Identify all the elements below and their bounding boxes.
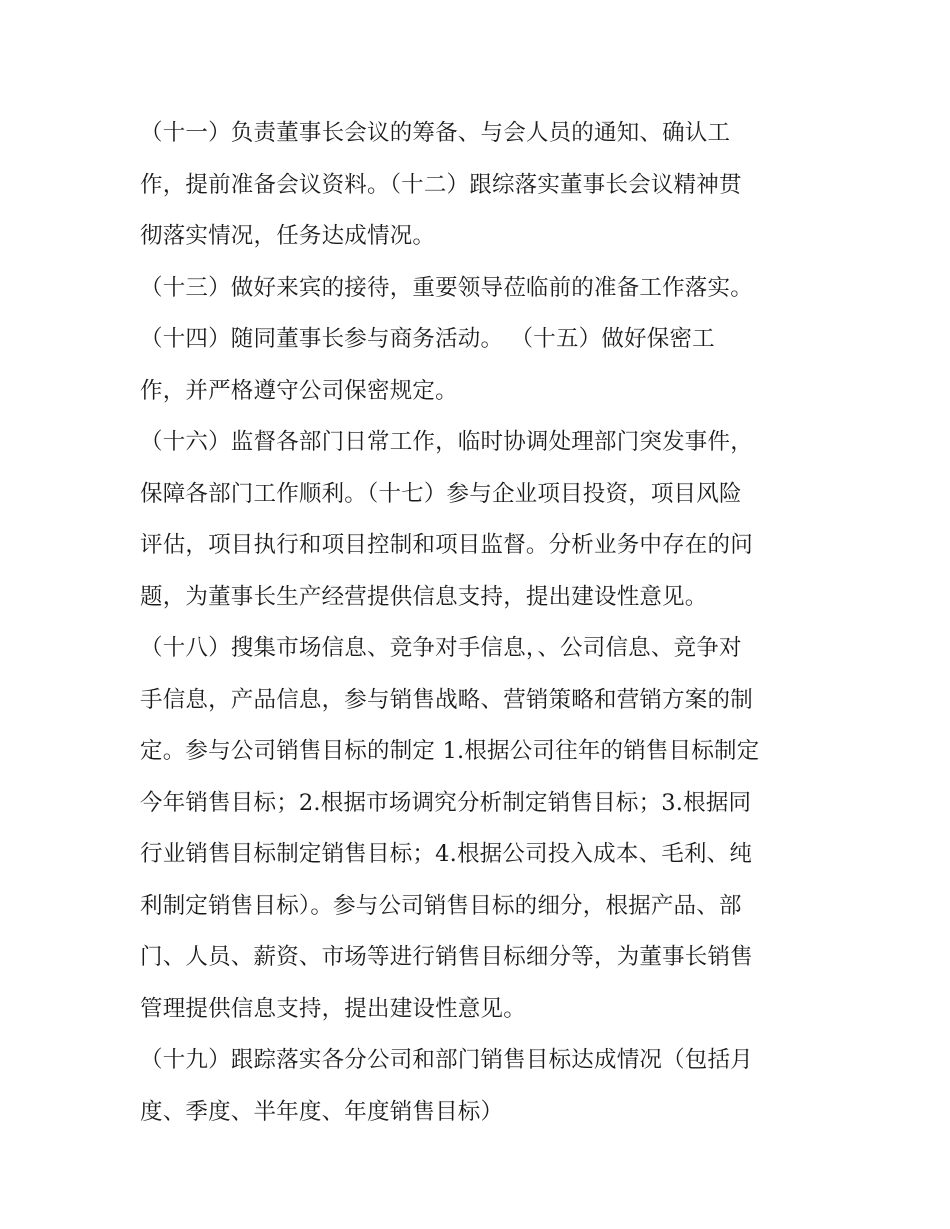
document-body [140,108,820,1138]
text-line: 题，为董事长生产经营提供信息支持，提出建设性意见。 [140,583,708,610]
text-line: （十三）做好来宾的接待，重要领导莅临前的准备工作落实。 [140,274,753,301]
paragraph [140,417,820,623]
paragraph [140,263,820,315]
text-line: 度、季度、半年度、年度销售目标） [140,1098,504,1125]
text-line: 行业销售目标制定销售目标；4.根据公司投入成本、毛利、纯 [140,841,753,867]
text-line: 彻落实情况，任务达成情况。 [140,223,436,249]
text-line: （十九）跟踪落实各分公司和部门销售目标达成情况（包括月 [140,1047,753,1073]
paragraph [140,623,820,1035]
text-line: （十六）监督各部门日常工作，临时协调处理部门突发事件， [140,429,753,455]
text-line: 管理提供信息支持，提出建设性意见。 [140,995,526,1022]
text-line: （十一）负责董事长会议的筹备、与会人员的通知、确认工 [140,120,731,146]
text-line: 今年销售目标；2.根据市场调究分析制定销售目标；3.根据同 [140,789,752,816]
text-line: 门、人员、薪资、市场等进行销售目标细分等，为董事长销售 [140,944,753,970]
text-line: 手信息，产品信息，参与销售战略、营销策略和营销方案的制 [140,686,753,713]
paragraph [140,1035,820,1138]
text-line: 利制定销售目标）。参与公司销售目标的细分，根据产品、部 [140,892,742,919]
text-line: 评估，项目执行和项目控制和项目监督。分析业务中存在的问 [140,532,753,558]
text-line: 作，并严格遵守公司保密规定。 [140,377,458,404]
text-line: （十八）搜集市场信息、竞争对手信息，、公司信息、竞争对 [140,635,742,661]
paragraph [140,108,820,263]
text-line: （十四）随同董事长参与商务活动。 （十五）做好保密工 [140,326,715,352]
text-line: 保障各部门工作顺利。（十七）参与企业项目投资，项目风险 [140,480,742,507]
text-line: 作，提前准备会议资料。（十二）跟综落实董事长会议精神贯 [140,171,742,198]
text-line: 定。参与公司销售目标的制定 1.根据公司往年的销售目标制定 [140,738,760,764]
paragraph [140,314,820,417]
